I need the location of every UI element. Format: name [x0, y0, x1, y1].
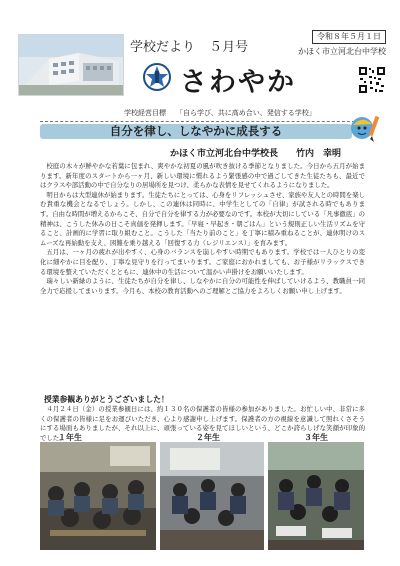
visit-text: ４月２４日（金）の授業参観日には、約１３０名の保護者の皆様の参加がありました。お忙しい中、非常に多くの保護者の皆様に足をお運びいただき、心より感謝申し上げます。保護者の方の視線を意識して照れくさそうにする場面もありましたが、それ以上に、頑張っている姿を見てほしいという、どこか誇らしげな笑顔が印象的でした。	[40, 405, 365, 442]
qr-code-icon	[358, 66, 386, 94]
class-photo-grade3	[268, 442, 364, 550]
paragraph: 瑞々しい新緑のように、生徒たちが自分を律し、しなやかに自分の可能性を伸ばしていけるよう、教職員一同全力で応援してまいります。今月も、本校の教育活動へのご理解とご協力をよろしくお願い申し上げます。	[40, 277, 365, 295]
paragraph: 五月は、一ヶ月の疲れが出やすく、心身のバランスを崩しやすい時期でもあります。学校では一人ひとりの変化に細やかに目を配り、丁寧な見守りを行ってまいります。ご家庭におかれましても、お子様がリラックスできる環境を整えていただくとともに、連休中の生活について温かい声掛けをお願いいたします。	[40, 248, 365, 276]
school-emblem-icon	[142, 62, 172, 92]
motto-label: 学校経営目標	[124, 109, 166, 117]
issue-date: 令和８年５月１日	[312, 30, 386, 44]
visit-heading: 授業参観ありがとうございました！	[44, 395, 169, 404]
masthead	[18, 34, 386, 96]
newsletter-label: 学校だより	[130, 40, 196, 55]
divider	[40, 121, 360, 122]
grade-label-2: ２年生	[196, 433, 220, 442]
article-author	[170, 146, 341, 159]
school-name: かほく市立河北台中学校	[298, 47, 386, 56]
pencil-character-icon	[348, 112, 382, 144]
class-photo-grade1	[40, 442, 156, 550]
grade-label-1: １年生	[58, 433, 82, 442]
class-photo-grade2	[160, 442, 264, 550]
article-headline: 自分を律し、しなやかに成長する	[109, 124, 283, 138]
author-school: かほく市立河北台中学校長	[170, 149, 279, 159]
school-motto	[124, 108, 316, 118]
paragraph: 明日からは大型連休が始まります。生徒たちにとっては、心身をリフレッシュさせ、家族や友人との時間を楽しむ貴重な機会となるでしょう。しかし、この連休は同時に、中学生としての「自律」が試される時でもあります。自由な時間が増えるからこそ、自分で自分を律する力が必要なのです。本校が大切にしている「凡事徹底」の精神は、こうした休みの日こそ真価を発揮します。「早寝・早起き・朝ごはん」という規則正しい生活リズムを守ること、計画的に学習に取り組むこと。こうした「当たり前のこと」を丁寧に積み重ねることが、連休明けのスムーズな再始動を支え、困難を乗り越える「回復する力（レジリエンス）」を育みます。	[40, 190, 365, 247]
issue-line	[130, 36, 258, 55]
newsletter-title: さわやか	[180, 67, 296, 98]
motto-value: 「自ら学び、共に高め合い、発信する学校」	[176, 109, 316, 117]
grade-label-3: ３年生	[304, 433, 328, 442]
school-building-photo	[18, 34, 124, 96]
paragraph: 校庭の木々が鮮やかな若葉に包まれ、爽やかな初夏の風が吹き抜ける季節となりました。今日から五月が始まります。新年度のスタートから一ヶ月、新しい環境に慣れるよう緊張感の中で過ごしてきた生徒たちも、最近ではクラスや部活動の中で自分なりの居場所を見つけ、柔らかな表情を見せてくれるようになりました。	[40, 162, 365, 190]
author-name: 竹内 幸明	[296, 149, 342, 159]
issue-label: ５月号	[209, 40, 249, 55]
article-body	[40, 162, 365, 296]
